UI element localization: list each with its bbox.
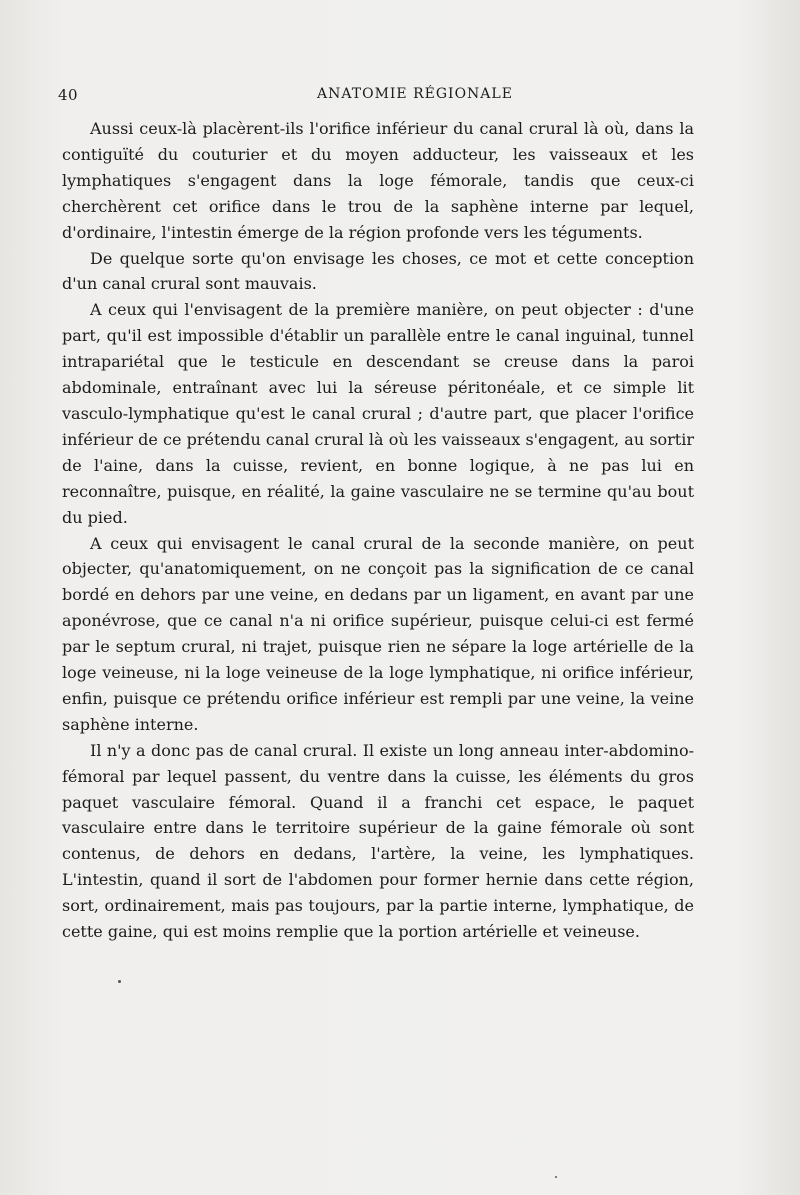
paragraph-3: A ceux qui l'envisagent de la première manière, on peut objecter : d'une part, qu'il est impossible d'établir un parallèle entre le canal inguinal, tunnel intrapariétal que le testicule en descendant se creuse dans la paroi abdominale, entraînant avec lui la séreuse péritonéale, et ce simple lit vasculo-lymphatique qu'est le canal crural ; d'autre part, que placer l'orifice inférieur de ce prétendu canal crural là où les vaisseaux s'engagent, au sortir de l'aine, dans la cuisse, revient, en bonne logique, à ne pas lui en reconnaître, puisque, en réalité, la gaine vasculaire ne se termine qu'au bout du pied. — [62, 300, 694, 527]
paragraph-4: A ceux qui envisagent le canal crural de la seconde manière, on peut objecter, qu'anatomiquement, on ne conçoit pas la signification de ce canal bordé en dehors par une veine, en dedans par un ligament, en avant par une aponévrose, que ce canal n'a ni orifice supérieur, puisque celui-ci est fermé par le septum crural, ni trajet, puisque rien ne sépare la loge artérielle de la loge veineuse, ni la loge veineuse de la loge lymphatique, ni orifice inférieur, enfin, puisque ce prétendu orifice inférieur est rempli par une veine, la veine saphène interne. — [62, 533, 694, 734]
running-title: ANATOMIE RÉGIONALE — [317, 86, 513, 102]
paragraph-5: Il n'y a donc pas de canal crural. Il existe un long anneau inter-abdomino-fémoral par lequel passent, du ventre dans la cuisse, les éléments du gros paquet vasculaire fémoral. Quand il a franchi cet espace, le paquet vasculaire entre dans le territoire supérieur de la gaine fémorale où sont contenus, de dehors en dedans, l'artère, la veine, les lymphatiques. L'intestin, quand il sort de l'abdomen pour former hernie dans cette région, sort, ordinairement, mais pas toujours, par la partie interne, lymphatique, de cette gaine, qui est moins remplie que la portion artérielle et veineuse. — [62, 740, 694, 942]
paragraph-2: De quelque sorte qu'on envisage les choses, ce mot et cette conception d'un canal crural sont mauvais. — [62, 248, 694, 294]
paper-speck — [555, 1176, 557, 1178]
body-text — [62, 116, 694, 945]
page-number: 40 — [58, 86, 79, 104]
paragraph-1: Aussi ceux-là placèrent-ils l'orifice inférieur du canal crural là où, dans la contiguïté du couturier et du moyen adducteur, les vaisseaux et les lymphatiques s'engagent dans la loge fémorale, tandis que ceux-ci cherchèrent cet orifice dans le trou de la saphène interne par lequel, d'ordinaire, l'intestin émerge de la région profonde vers les téguments. — [62, 119, 694, 242]
paper-speck — [118, 980, 121, 983]
